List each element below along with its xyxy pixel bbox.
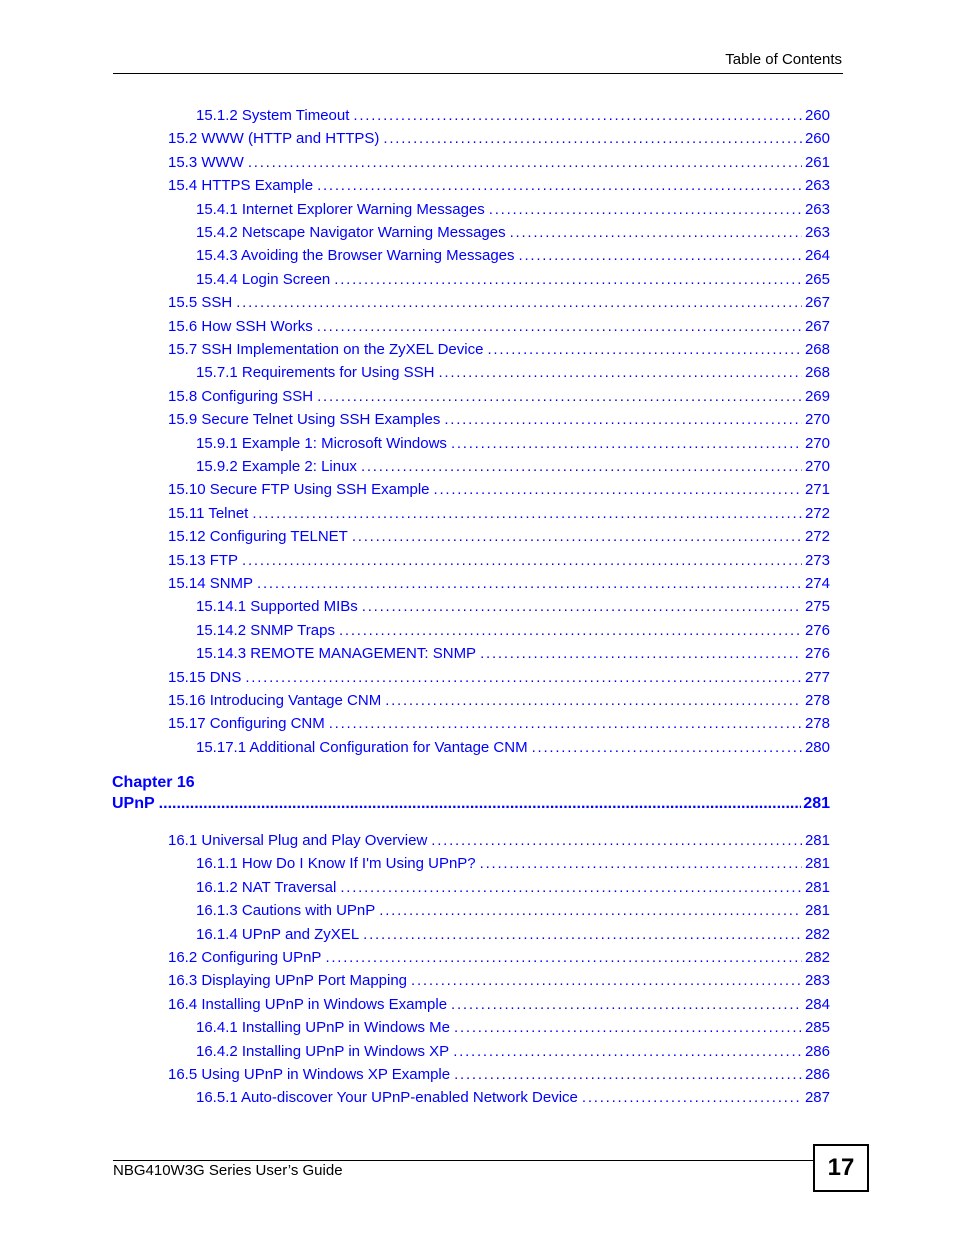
toc-entry-page: 274 — [804, 575, 830, 592]
toc-entry[interactable] — [196, 902, 830, 919]
dot-leader — [453, 1043, 802, 1060]
toc-entry-page: 282 — [804, 949, 830, 966]
toc-entry-label: 15.8 Configuring SSH — [168, 387, 314, 405]
dot-leader — [454, 1066, 802, 1083]
dot-leader — [361, 458, 802, 475]
dot-leader — [252, 505, 802, 522]
toc-entry[interactable] — [196, 1089, 830, 1106]
dot-leader — [480, 645, 802, 662]
toc-entry-page: 272 — [804, 528, 830, 546]
toc-entry[interactable] — [196, 622, 830, 639]
toc-entry[interactable] — [168, 715, 830, 732]
toc-entry[interactable] — [168, 154, 830, 171]
toc-entry-page: 285 — [804, 1019, 830, 1037]
dot-leader — [438, 364, 802, 381]
toc-entry-label: 16.1.3 Cautions with UPnP — [196, 902, 376, 920]
toc-entry-label: 15.3 WWW — [168, 153, 244, 171]
header-rule — [113, 73, 843, 74]
toc-entry-label: 15.14 SNMP — [168, 575, 254, 592]
toc-entry[interactable] — [168, 318, 830, 335]
toc-entry-label: 16.4.1 Installing UPnP in Windows Me — [196, 1019, 451, 1037]
toc-entry-page: 264 — [804, 247, 830, 265]
toc-entry-label: 15.12 Configuring TELNET — [168, 528, 348, 546]
toc-entry-page: 286 — [804, 1042, 830, 1060]
toc-entry[interactable] — [168, 949, 830, 966]
dot-leader — [317, 388, 802, 405]
toc-entry-page: 277 — [804, 668, 830, 686]
toc-entry-label: 16.2 Configuring UPnP — [168, 949, 322, 966]
toc-entry[interactable] — [168, 996, 830, 1013]
toc-entry-label: 15.17.1 Additional Configuration for Vantage CNM — [196, 738, 528, 756]
toc-entry[interactable] — [196, 247, 830, 264]
toc-entry-page: 268 — [804, 341, 830, 358]
toc-entry-page: 276 — [804, 621, 830, 639]
toc-entry[interactable] — [168, 411, 830, 428]
toc-entry-label: 15.10 Secure FTP Using SSH Example — [168, 481, 430, 499]
toc-entry[interactable] — [168, 388, 830, 405]
dot-leader — [334, 271, 802, 288]
toc-entry-page: 284 — [804, 995, 830, 1013]
toc-entry-page: 260 — [804, 107, 830, 124]
toc-entry-label: 16.1.1 How Do I Know If I'm Using UPnP? — [196, 855, 476, 873]
toc-entry[interactable] — [168, 505, 830, 522]
dot-leader — [245, 669, 802, 686]
toc-entry-label: 16.3 Displaying UPnP Port Mapping — [168, 972, 408, 990]
dot-leader — [454, 1019, 802, 1036]
toc-entry[interactable] — [168, 341, 830, 358]
toc-entry-label: 16.5.1 Auto-discover Your UPnP-enabled Network Device — [196, 1089, 578, 1107]
toc-entry-label: 15.4.2 Netscape Navigator Warning Messages — [196, 224, 506, 241]
dot-leader — [385, 692, 802, 709]
chapter-title: UPnP — [112, 795, 155, 812]
toc-entry-label: 15.6 How SSH Works — [168, 317, 313, 335]
chapter-label[interactable]: Chapter 16 — [112, 774, 195, 791]
dot-leader — [257, 575, 802, 592]
chapter-title-entry[interactable] — [112, 795, 830, 813]
header-title: Table of Contents — [725, 51, 842, 68]
toc-entry[interactable] — [196, 645, 830, 662]
chapter-page-number: 281 — [803, 795, 830, 812]
dot-leader — [159, 795, 802, 813]
toc-entry-page: 261 — [804, 153, 830, 171]
toc-entry-label: 15.9 Secure Telnet Using SSH Examples — [168, 411, 441, 429]
dot-leader — [431, 832, 802, 849]
toc-entry-label: 15.14.3 REMOTE MANAGEMENT: SNMP — [196, 645, 477, 663]
toc-entry-page: 280 — [804, 738, 830, 756]
toc-entry-label: 15.4.4 Login Screen — [196, 270, 331, 288]
dot-leader — [411, 972, 802, 989]
toc-entry-label: 16.1.2 NAT Traversal — [196, 878, 337, 896]
toc-entry-label: 15.14.2 SNMP Traps — [196, 621, 335, 639]
toc-entry[interactable] — [168, 481, 830, 498]
toc-entry-label: 15.4 HTTPS Example — [168, 177, 314, 195]
dot-leader — [242, 552, 802, 569]
dot-leader — [451, 996, 802, 1013]
toc-entry-page: 286 — [804, 1066, 830, 1083]
toc-entry[interactable] — [196, 435, 830, 452]
toc-entry-page: 263 — [804, 200, 830, 218]
toc-entry-label: 15.15 DNS — [168, 668, 242, 686]
toc-entry-page: 278 — [804, 692, 830, 709]
toc-entry-page: 273 — [804, 551, 830, 569]
toc-entry[interactable] — [196, 926, 830, 943]
toc-entry-page: 278 — [804, 715, 830, 733]
dot-leader — [248, 154, 802, 171]
toc-entry[interactable] — [196, 271, 830, 288]
dot-leader — [339, 622, 802, 639]
toc-entry-page: 276 — [804, 645, 830, 663]
toc-entry-label: 15.2 WWW (HTTP and HTTPS) — [168, 130, 380, 148]
dot-leader — [487, 341, 802, 358]
toc-entry[interactable] — [168, 130, 830, 147]
toc-entry-label: 15.9.2 Example 2: Linux — [196, 458, 357, 475]
toc-entry-page: 270 — [804, 458, 830, 475]
toc-entry[interactable] — [196, 598, 830, 615]
dot-leader — [383, 130, 802, 147]
toc-entry-label: 16.1 Universal Plug and Play Overview — [168, 832, 428, 849]
toc-entry-label: 15.11 Telnet — [168, 504, 249, 522]
toc-entry-page: 281 — [804, 902, 830, 920]
toc-entry-page: 283 — [804, 972, 830, 990]
toc-entry[interactable] — [196, 879, 830, 896]
dot-leader — [353, 107, 802, 124]
toc-entry[interactable] — [168, 294, 830, 311]
toc-entry-page: 272 — [804, 504, 830, 522]
toc-entry[interactable] — [196, 458, 830, 475]
toc-entry[interactable] — [196, 224, 830, 241]
dot-leader — [236, 294, 802, 311]
toc-entry-page: 281 — [804, 878, 830, 896]
toc-entry[interactable] — [196, 1043, 830, 1060]
dot-leader — [362, 598, 802, 615]
toc-entry-page: 263 — [804, 177, 830, 195]
toc-entry[interactable] — [196, 364, 830, 381]
dot-leader — [582, 1089, 802, 1106]
toc-entry-page: 263 — [804, 224, 830, 241]
toc-entry-label: 15.4.1 Internet Explorer Warning Messages — [196, 200, 485, 218]
toc-entry-label: 16.4 Installing UPnP in Windows Example — [168, 995, 448, 1013]
toc-entry-page: 287 — [804, 1089, 830, 1107]
dot-leader — [532, 739, 802, 756]
toc-entry-label: 16.5 Using UPnP in Windows XP Example — [168, 1066, 451, 1083]
toc-entry-label: 15.5 SSH — [168, 294, 233, 312]
toc-entry-page: 260 — [804, 130, 830, 148]
dot-leader — [317, 318, 802, 335]
toc-entry-page: 270 — [804, 434, 830, 452]
footer-guide-title: NBG410W3G Series User’s Guide — [113, 1162, 343, 1179]
toc-entry[interactable] — [168, 669, 830, 686]
toc-entry-label: 16.1.4 UPnP and ZyXEL — [196, 925, 360, 943]
toc-entry-page: 271 — [804, 481, 830, 499]
toc-entry[interactable] — [168, 692, 830, 709]
toc-entry[interactable] — [196, 1019, 830, 1036]
toc-entry-label: 15.13 FTP — [168, 551, 239, 569]
dot-leader — [489, 201, 802, 218]
toc-entry[interactable] — [168, 528, 830, 545]
toc-entry[interactable] — [196, 107, 830, 124]
dot-leader — [519, 247, 802, 264]
toc-entry-label: 15.9.1 Example 1: Microsoft Windows — [196, 434, 447, 452]
dot-leader — [329, 715, 802, 732]
toc-entry-page: 267 — [804, 317, 830, 335]
toc-entry-label: 15.16 Introducing Vantage CNM — [168, 692, 382, 709]
toc-entry-label: 15.1.2 System Timeout — [196, 107, 350, 124]
dot-leader — [379, 902, 802, 919]
dot-leader — [363, 926, 802, 943]
toc-entry[interactable] — [168, 177, 830, 194]
page-number: 17 — [813, 1144, 869, 1192]
dot-leader — [444, 411, 802, 428]
toc-entry[interactable] — [168, 575, 830, 592]
dot-leader — [352, 528, 802, 545]
toc-entry-page: 275 — [804, 598, 830, 616]
footer-rule — [113, 1160, 813, 1161]
toc-entry-label: 15.14.1 Supported MIBs — [196, 598, 358, 616]
toc-entry-page: 282 — [804, 925, 830, 943]
toc-entry-page: 281 — [804, 832, 830, 849]
toc-entry[interactable] — [168, 972, 830, 989]
toc-entry-page: 281 — [804, 855, 830, 873]
toc-entry-label: 16.4.2 Installing UPnP in Windows XP — [196, 1042, 450, 1060]
toc-entry-page: 269 — [804, 387, 830, 405]
dot-leader — [317, 177, 802, 194]
toc-entry-label: 15.7 SSH Implementation on the ZyXEL Device — [168, 341, 484, 358]
toc-entry[interactable] — [196, 201, 830, 218]
dot-leader — [340, 879, 802, 896]
toc-entry[interactable] — [168, 1066, 830, 1083]
dot-leader — [434, 481, 802, 498]
toc-entry[interactable] — [168, 552, 830, 569]
toc-entry[interactable] — [168, 832, 830, 849]
toc-entry[interactable] — [196, 739, 830, 756]
dot-leader — [510, 224, 802, 241]
toc-entry-page: 267 — [804, 294, 830, 312]
toc-entry-label: 15.17 Configuring CNM — [168, 715, 325, 733]
dot-leader — [325, 949, 802, 966]
toc-entry-label: 15.7.1 Requirements for Using SSH — [196, 364, 435, 382]
toc-entry-page: 265 — [804, 270, 830, 288]
toc-entry-page: 268 — [804, 364, 830, 382]
toc-entry-label: 15.4.3 Avoiding the Browser Warning Messages — [196, 247, 515, 265]
dot-leader — [480, 855, 802, 872]
toc-entry-page: 270 — [804, 411, 830, 429]
dot-leader — [451, 435, 802, 452]
toc-entry[interactable] — [196, 855, 830, 872]
